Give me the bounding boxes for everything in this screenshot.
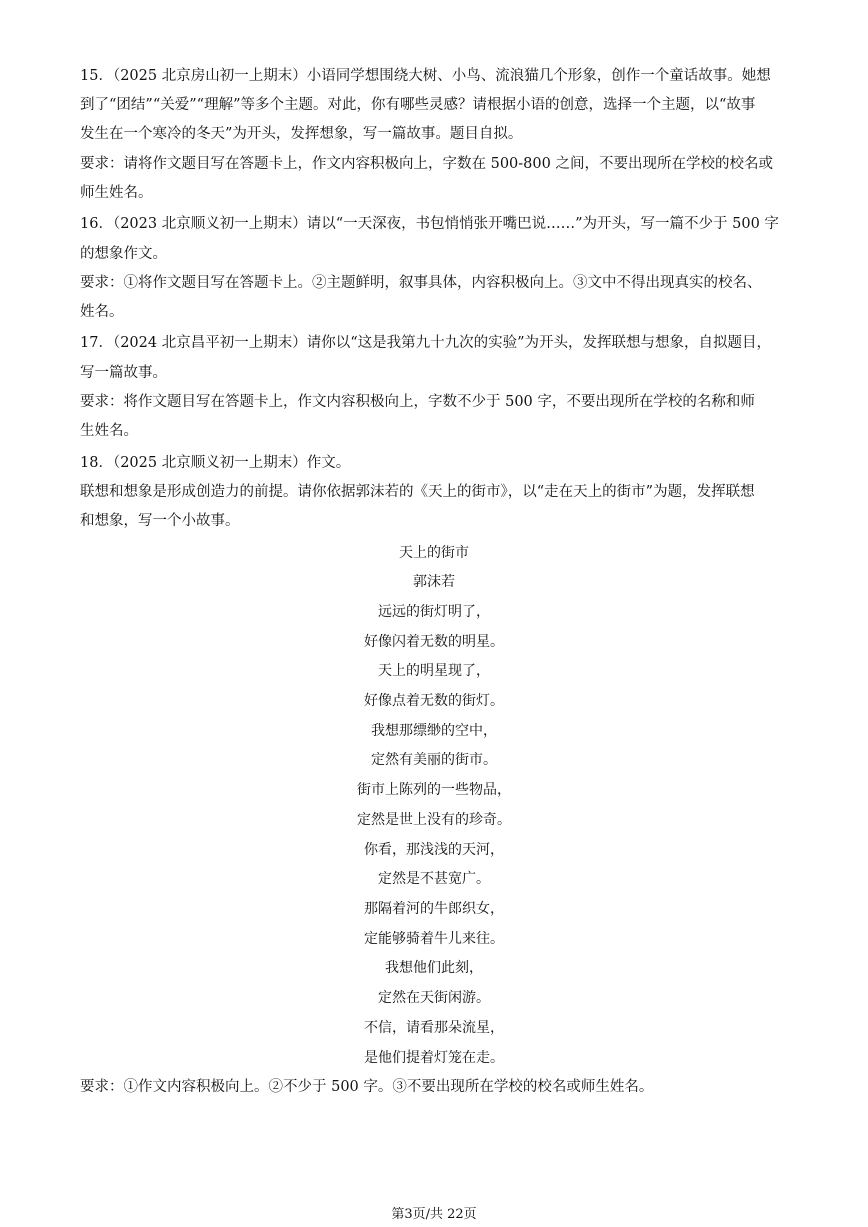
poem-line: 我想那缥缈的空中，: [371, 723, 497, 739]
poem-line: 定然是世上没有的珍奇。: [357, 812, 511, 828]
poem-line: 是他们提着灯笼在走。: [364, 1050, 504, 1066]
poem-line: 我想他们此刻，: [385, 960, 483, 976]
poem-line: 天上的明星现了，: [378, 663, 490, 679]
q17-line-1: 17．（2024 北京昌平初一上期末）请你以“这是我第九十九次的实验”为开头，发挥联想与想象，自拟题目，: [80, 335, 772, 351]
q17-requirement-line-2: 生姓名。: [80, 423, 138, 439]
poem-line: 你看，那浅浅的天河，: [364, 842, 504, 858]
poem-line: 不信，请看那朵流星，: [364, 1020, 504, 1036]
q16-line-2: 的想象作文。: [80, 246, 167, 262]
poem-title: 天上的街市: [399, 545, 469, 561]
q17-requirement-line-1: 要求：将作文题目写在答题卡上，作文内容积极向上，字数不少于 500 字，不要出现所在学校的名称和师: [80, 394, 755, 410]
page-number: 第3页/共 22页: [391, 1207, 477, 1222]
poem-line: 那隔着河的牛郎织女，: [364, 901, 504, 917]
poem-author: 郭沫若: [413, 574, 455, 590]
q18-line-2: 联想和想象是形成创造力的前提。请你依据郭沫若的《天上的街市》，以“走在天上的街市”为题，发挥联想: [80, 484, 755, 500]
q16-line-1: 16．（2023 北京顺义初一上期末）请以“一天深夜，书包悄悄张开嘴巴说……”为开头，写一篇不少于 500 字: [80, 216, 779, 232]
poem-line: 定然在天街闲游。: [378, 990, 490, 1006]
q15-requirement-line-2: 师生姓名。: [80, 185, 153, 201]
poem-line: 好像闪着无数的明星。: [364, 634, 504, 650]
q18-line-1: 18．（2025 北京顺义初一上期末）作文。: [80, 455, 351, 471]
q16-requirement-line-1: 要求：①将作文题目写在答题卡上。②主题鲜明，叙事具体，内容积极向上。③文中不得出现真实的校名、: [80, 275, 762, 291]
q16-requirement-line-2: 姓名。: [80, 304, 124, 320]
q17-line-2: 写一篇故事。: [80, 365, 167, 381]
poem-line: 好像点着无数的街灯。: [364, 693, 504, 709]
q15-line-3: 发生在一个寒冷的冬天”为开头，发挥想象，写一篇故事。题目自拟。: [80, 126, 523, 142]
poem-line: 远远的街灯明了，: [378, 604, 490, 620]
poem-line: 定能够骑着牛儿来往。: [364, 931, 504, 947]
q15-line-1: 15．（2025 北京房山初一上期末）小语同学想围绕大树、小鸟、流浪猫几个形象，创作一个童话故事。她想: [80, 68, 771, 84]
poem-line: 街市上陈列的一些物品，: [357, 782, 511, 798]
q15-line-2: 到了“团结”“关爱”“理解”等多个主题。对此，你有哪些灵感？请根据小语的创意，选择一个主题，以“故事: [80, 97, 756, 113]
q18-requirement: 要求：①作文内容积极向上。②不少于 500 字。③不要出现所在学校的校名或师生姓名。: [80, 1079, 654, 1095]
q18-line-3: 和想象，写一个小故事。: [80, 513, 240, 529]
poem-line: 定然有美丽的街市。: [371, 752, 497, 768]
poem-line: 定然是不甚宽广。: [378, 871, 490, 887]
q15-requirement-line-1: 要求：请将作文题目写在答题卡上，作文内容积极向上，字数在 500-800 之间，不要出现所在学校的校名或: [80, 156, 773, 172]
